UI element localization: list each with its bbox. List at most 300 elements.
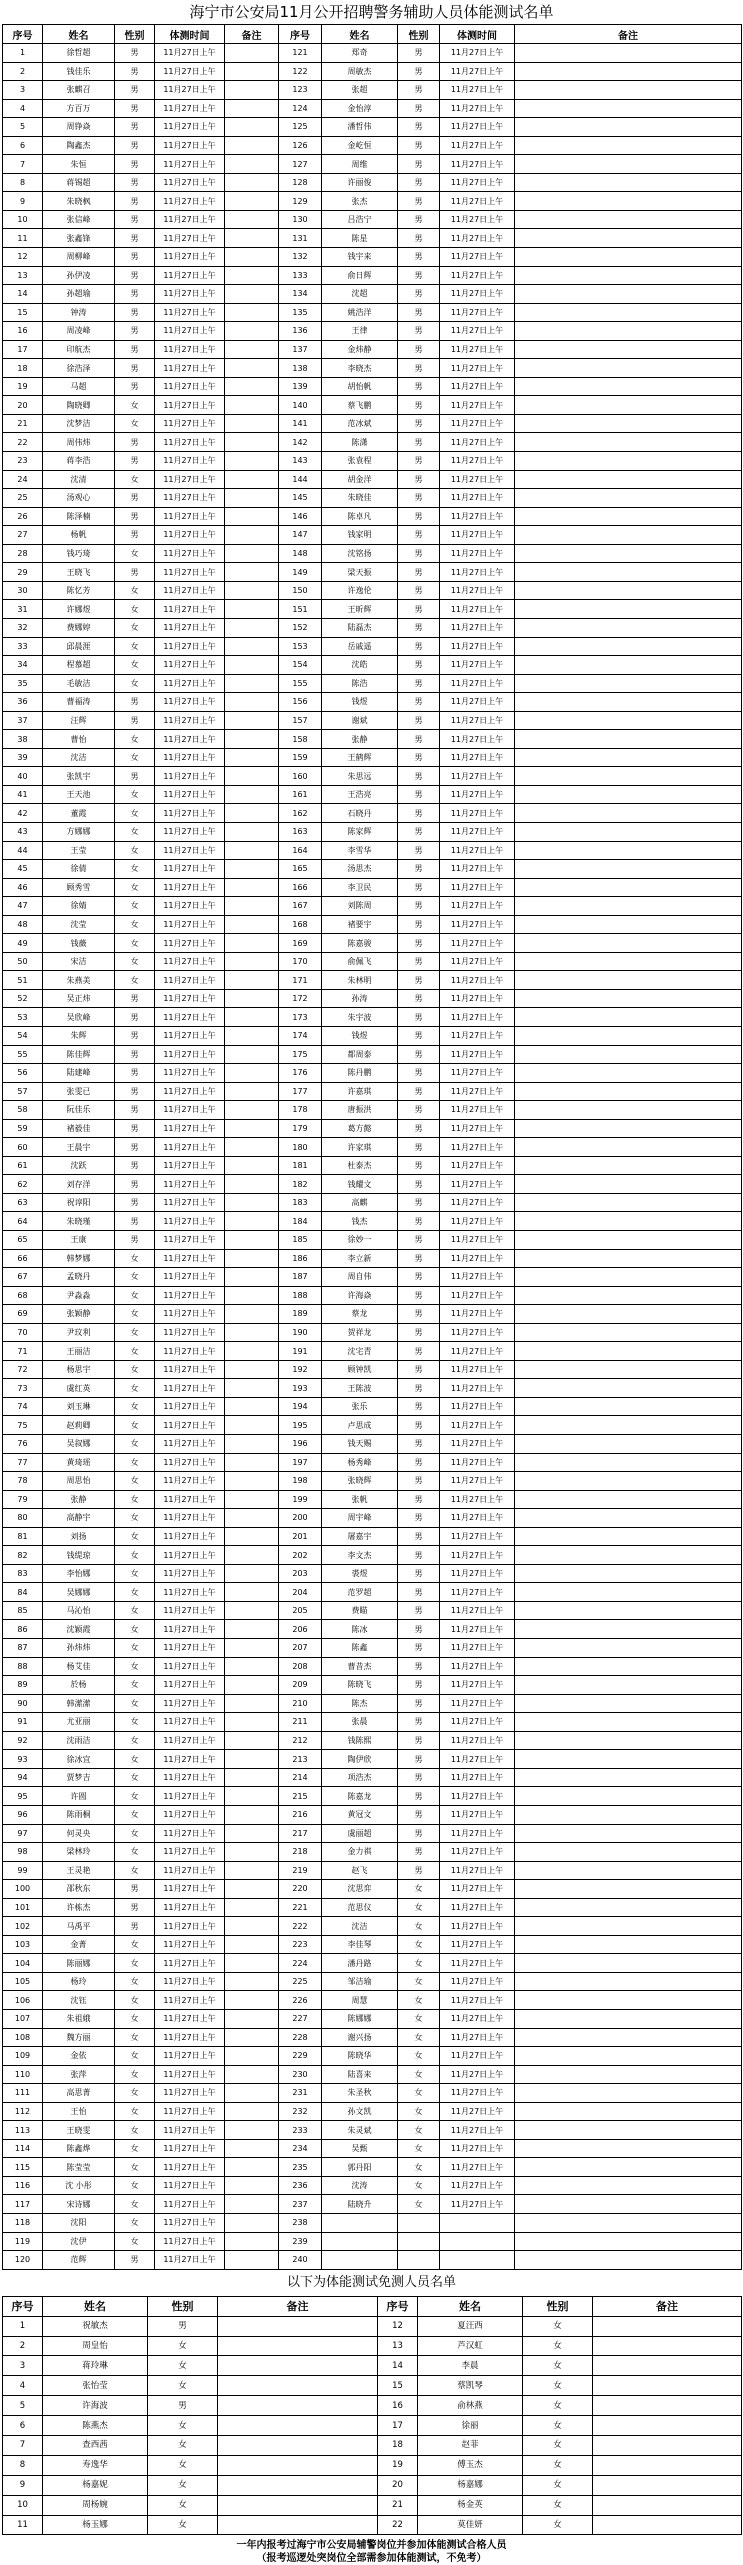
row-time: 11月27日上午 bbox=[440, 1175, 515, 1194]
row-gender: 男 bbox=[398, 1509, 440, 1528]
row-name: 朱灵斌 bbox=[322, 2121, 398, 2140]
row-remark bbox=[225, 1991, 279, 2010]
row-name: 蔡凯琴 bbox=[418, 2376, 523, 2396]
row-remark bbox=[225, 489, 279, 508]
row-time: 11月27日上午 bbox=[155, 44, 225, 63]
row-gender: 女 bbox=[115, 1676, 155, 1695]
row-time: 11月27日上午 bbox=[440, 600, 515, 619]
row-name: 宋诗娜 bbox=[43, 2195, 115, 2214]
row-remark bbox=[515, 711, 742, 730]
row-index: 85 bbox=[3, 1601, 43, 1620]
row-index: 149 bbox=[279, 563, 322, 582]
row-remark bbox=[515, 1935, 742, 1954]
row-time: 11月27日上午 bbox=[440, 1713, 515, 1732]
row-gender: 男 bbox=[398, 1379, 440, 1398]
row-index: 236 bbox=[279, 2176, 322, 2195]
row-index: 97 bbox=[3, 1824, 43, 1843]
row-time: 11月27日上午 bbox=[155, 581, 225, 600]
row-gender: 男 bbox=[398, 674, 440, 693]
row-time: 11月27日上午 bbox=[440, 1323, 515, 1342]
row-remark bbox=[515, 600, 742, 619]
table-row bbox=[3, 155, 742, 174]
row-gender: 男 bbox=[115, 1119, 155, 1138]
row-index: 47 bbox=[3, 897, 43, 916]
row-name: 沈雨洁 bbox=[43, 1731, 115, 1750]
row-gender: 男 bbox=[148, 2316, 218, 2336]
row-name: 朱晓佳 bbox=[322, 489, 398, 508]
row-gender: 男 bbox=[398, 915, 440, 934]
row-name: 陈晓飞 bbox=[322, 1676, 398, 1695]
row-remark bbox=[515, 81, 742, 100]
row-index: 191 bbox=[279, 1342, 322, 1361]
row-gender: 男 bbox=[398, 971, 440, 990]
row-index: 227 bbox=[279, 2009, 322, 2028]
row-name: 金屹恒 bbox=[322, 136, 398, 155]
row-index: 107 bbox=[3, 2009, 43, 2028]
row-remark bbox=[218, 2356, 378, 2376]
row-remark bbox=[225, 118, 279, 137]
row-remark bbox=[225, 748, 279, 767]
col-header-remark: 备注 bbox=[225, 25, 279, 44]
row-gender: 男 bbox=[398, 1843, 440, 1862]
row-time: 11月27日上午 bbox=[155, 340, 225, 359]
row-remark bbox=[515, 1620, 742, 1639]
row-time: 11月27日上午 bbox=[155, 1435, 225, 1454]
row-gender: 男 bbox=[398, 1082, 440, 1101]
row-name: 顾钟凯 bbox=[322, 1360, 398, 1379]
row-name: 李晓杰 bbox=[322, 359, 398, 378]
table-row bbox=[3, 767, 742, 786]
row-name: 孙炜炜 bbox=[43, 1639, 115, 1658]
row-remark bbox=[225, 285, 279, 304]
row-remark bbox=[515, 971, 742, 990]
row-time: 11月27日上午 bbox=[155, 2028, 225, 2047]
row-time: 11月27日上午 bbox=[155, 1546, 225, 1565]
row-remark bbox=[515, 915, 742, 934]
row-gender: 男 bbox=[398, 229, 440, 248]
row-index: 118 bbox=[3, 2213, 43, 2232]
table-row bbox=[3, 1193, 742, 1212]
row-remark bbox=[515, 1305, 742, 1324]
row-time: 11月27日上午 bbox=[440, 2102, 515, 2121]
row-gender: 女 bbox=[115, 1416, 155, 1435]
row-remark bbox=[515, 785, 742, 804]
row-time: 11月27日上午 bbox=[155, 173, 225, 192]
row-gender: 男 bbox=[398, 952, 440, 971]
row-time: 11月27日上午 bbox=[440, 229, 515, 248]
row-name: 周凌峰 bbox=[43, 322, 115, 341]
row-gender: 男 bbox=[115, 2251, 155, 2270]
row-index: 238 bbox=[279, 2213, 322, 2232]
row-index: 11 bbox=[3, 229, 43, 248]
row-index: 87 bbox=[3, 1639, 43, 1658]
row-remark bbox=[225, 2195, 279, 2214]
row-remark bbox=[225, 1342, 279, 1361]
row-index: 119 bbox=[3, 2232, 43, 2251]
row-index: 1 bbox=[3, 44, 43, 63]
table-row bbox=[3, 2232, 742, 2251]
row-name: 梁林玲 bbox=[43, 1843, 115, 1862]
row-remark bbox=[218, 2475, 378, 2495]
row-index: 100 bbox=[3, 1880, 43, 1899]
row-name: 岳戚遥 bbox=[322, 637, 398, 656]
row-index: 3 bbox=[3, 81, 43, 100]
table-row bbox=[3, 377, 742, 396]
row-remark bbox=[515, 1527, 742, 1546]
table-row bbox=[3, 2435, 742, 2455]
row-index: 169 bbox=[279, 934, 322, 953]
row-index: 8 bbox=[3, 173, 43, 192]
row-remark bbox=[218, 2336, 378, 2356]
row-time: 11月27日上午 bbox=[155, 396, 225, 415]
row-remark bbox=[515, 1713, 742, 1732]
table-row bbox=[3, 878, 742, 897]
table-row bbox=[3, 581, 742, 600]
row-name: 邵秋东 bbox=[43, 1880, 115, 1899]
row-name: 王天池 bbox=[43, 785, 115, 804]
row-gender: 男 bbox=[398, 414, 440, 433]
row-time: 11月27日上午 bbox=[440, 822, 515, 841]
row-index: 69 bbox=[3, 1305, 43, 1324]
row-time: 11月27日上午 bbox=[155, 656, 225, 675]
row-gender: 男 bbox=[398, 1435, 440, 1454]
row-gender: 男 bbox=[115, 1212, 155, 1231]
table-row bbox=[3, 192, 742, 211]
row-index: 39 bbox=[3, 748, 43, 767]
row-index: 30 bbox=[3, 581, 43, 600]
row-time: 11月27日上午 bbox=[155, 2065, 225, 2084]
row-gender: 男 bbox=[398, 860, 440, 879]
row-index: 84 bbox=[3, 1583, 43, 1602]
row-time: 11月27日上午 bbox=[440, 693, 515, 712]
row-remark bbox=[225, 248, 279, 267]
table-row bbox=[3, 1676, 742, 1695]
row-time: 11月27日上午 bbox=[155, 1416, 225, 1435]
row-remark bbox=[515, 2009, 742, 2028]
row-name: 吴叙娜 bbox=[43, 1435, 115, 1454]
row-name: 孙伊凌 bbox=[43, 266, 115, 285]
row-remark bbox=[225, 1416, 279, 1435]
row-index: 66 bbox=[3, 1249, 43, 1268]
row-index: 6 bbox=[3, 2416, 43, 2436]
row-time: 11月27日上午 bbox=[440, 1305, 515, 1324]
row-gender: 女 bbox=[115, 1639, 155, 1658]
row-time: 11月27日上午 bbox=[155, 1379, 225, 1398]
row-remark bbox=[225, 656, 279, 675]
row-name: 朱晓瑾 bbox=[43, 1212, 115, 1231]
row-remark bbox=[515, 377, 742, 396]
row-name: 沈钰 bbox=[43, 1991, 115, 2010]
row-index: 112 bbox=[3, 2102, 43, 2121]
row-name: 沈思弈 bbox=[322, 1880, 398, 1899]
row-gender: 女 bbox=[398, 1972, 440, 1991]
row-remark bbox=[225, 1490, 279, 1509]
table-row bbox=[3, 229, 742, 248]
row-time: 11月27日上午 bbox=[155, 1286, 225, 1305]
row-time: 11月27日上午 bbox=[155, 2232, 225, 2251]
row-index: 232 bbox=[279, 2102, 322, 2121]
row-index: 155 bbox=[279, 674, 322, 693]
row-gender: 女 bbox=[115, 915, 155, 934]
row-index: 166 bbox=[279, 878, 322, 897]
row-index: 124 bbox=[279, 99, 322, 118]
row-index: 32 bbox=[3, 618, 43, 637]
row-time: 11月27日上午 bbox=[155, 2176, 225, 2195]
table-row bbox=[3, 2047, 742, 2066]
row-index: 76 bbox=[3, 1435, 43, 1454]
table-row bbox=[3, 1305, 742, 1324]
row-index: 186 bbox=[279, 1249, 322, 1268]
table-row bbox=[3, 1008, 742, 1027]
row-index: 103 bbox=[3, 1935, 43, 1954]
row-time: 11月27日上午 bbox=[440, 1193, 515, 1212]
row-name: 王浩亮 bbox=[322, 785, 398, 804]
row-gender: 男 bbox=[115, 693, 155, 712]
row-time: 11月27日上午 bbox=[440, 785, 515, 804]
row-name: 费娜婷 bbox=[43, 618, 115, 637]
row-remark bbox=[515, 229, 742, 248]
row-time: 11月27日上午 bbox=[155, 322, 225, 341]
row-gender: 男 bbox=[398, 452, 440, 471]
table-row bbox=[3, 2195, 742, 2214]
row-gender: 女 bbox=[523, 2316, 593, 2336]
row-remark bbox=[515, 2065, 742, 2084]
row-name: 宋洁 bbox=[43, 952, 115, 971]
row-index: 168 bbox=[279, 915, 322, 934]
row-gender: 男 bbox=[398, 563, 440, 582]
row-gender: 男 bbox=[398, 711, 440, 730]
row-time: 11月27日上午 bbox=[155, 229, 225, 248]
table-row bbox=[3, 2176, 742, 2195]
row-time bbox=[440, 2251, 515, 2270]
fitness-test-table bbox=[2, 24, 742, 2270]
table-row bbox=[3, 1880, 742, 1899]
row-name: 陈佳辉 bbox=[43, 1045, 115, 1064]
row-time: 11月27日上午 bbox=[440, 1676, 515, 1695]
table-row bbox=[3, 656, 742, 675]
row-remark bbox=[515, 2121, 742, 2140]
row-remark bbox=[515, 1676, 742, 1695]
row-gender: 男 bbox=[398, 1750, 440, 1769]
row-index: 218 bbox=[279, 1843, 322, 1862]
row-index: 23 bbox=[3, 452, 43, 471]
row-index: 29 bbox=[3, 563, 43, 582]
row-gender: 女 bbox=[148, 2435, 218, 2455]
row-name: 陈雨桐 bbox=[43, 1805, 115, 1824]
row-gender: 男 bbox=[398, 1546, 440, 1565]
row-time: 11月27日上午 bbox=[155, 1750, 225, 1769]
row-index: 24 bbox=[3, 470, 43, 489]
row-name: 杨嘉娜 bbox=[418, 2475, 523, 2495]
table-row bbox=[3, 526, 742, 545]
row-index: 151 bbox=[279, 600, 322, 619]
row-gender: 女 bbox=[115, 1490, 155, 1509]
row-name: 张杰 bbox=[322, 192, 398, 211]
row-index: 82 bbox=[3, 1546, 43, 1565]
row-index: 7 bbox=[3, 155, 43, 174]
row-remark bbox=[225, 2176, 279, 2195]
row-remark bbox=[515, 340, 742, 359]
row-name: 张静 bbox=[322, 730, 398, 749]
row-gender: 男 bbox=[398, 1249, 440, 1268]
row-name: 周维 bbox=[322, 155, 398, 174]
table-row bbox=[3, 674, 742, 693]
row-name: 梁天振 bbox=[322, 563, 398, 582]
row-index: 131 bbox=[279, 229, 322, 248]
row-remark bbox=[515, 1416, 742, 1435]
row-name: 许逸伦 bbox=[322, 581, 398, 600]
row-remark bbox=[225, 915, 279, 934]
row-name: 方娜娜 bbox=[43, 822, 115, 841]
row-time: 11月27日上午 bbox=[155, 2121, 225, 2140]
row-index: 64 bbox=[3, 1212, 43, 1231]
row-index: 91 bbox=[3, 1713, 43, 1732]
row-time: 11月27日上午 bbox=[440, 118, 515, 137]
row-remark bbox=[515, 1026, 742, 1045]
row-index: 22 bbox=[3, 433, 43, 452]
row-gender: 男 bbox=[398, 600, 440, 619]
row-gender: 男 bbox=[115, 229, 155, 248]
row-gender: 男 bbox=[398, 1490, 440, 1509]
row-time: 11月27日上午 bbox=[155, 1082, 225, 1101]
table-row bbox=[3, 303, 742, 322]
row-remark bbox=[225, 81, 279, 100]
row-remark bbox=[515, 1045, 742, 1064]
row-name: 孙超瑜 bbox=[43, 285, 115, 304]
row-time: 11月27日上午 bbox=[440, 1917, 515, 1936]
row-name: 许海波 bbox=[43, 2396, 148, 2416]
row-gender: 男 bbox=[115, 1898, 155, 1917]
row-name: 周宇峰 bbox=[322, 1509, 398, 1528]
row-remark bbox=[515, 693, 742, 712]
row-time: 11月27日上午 bbox=[155, 1954, 225, 1973]
row-index: 49 bbox=[3, 934, 43, 953]
row-time: 11月27日上午 bbox=[155, 841, 225, 860]
row-remark bbox=[225, 544, 279, 563]
row-gender: 女 bbox=[115, 2213, 155, 2232]
row-time: 11月27日上午 bbox=[155, 359, 225, 378]
row-time: 11月27日上午 bbox=[440, 489, 515, 508]
row-gender: 男 bbox=[115, 989, 155, 1008]
row-remark bbox=[515, 841, 742, 860]
exempt-table bbox=[2, 2296, 742, 2536]
row-name: 芦汉虹 bbox=[418, 2336, 523, 2356]
row-name: 沈皓 bbox=[322, 656, 398, 675]
row-name: 朱林明 bbox=[322, 971, 398, 990]
row-time: 11月27日上午 bbox=[440, 2176, 515, 2195]
row-remark bbox=[515, 489, 742, 508]
row-name: 杨玲 bbox=[43, 1972, 115, 1991]
row-time: 11月27日上午 bbox=[155, 1509, 225, 1528]
row-time: 11月27日上午 bbox=[440, 359, 515, 378]
row-index: 117 bbox=[3, 2195, 43, 2214]
row-time: 11月27日上午 bbox=[440, 897, 515, 916]
row-time: 11月27日上午 bbox=[440, 173, 515, 192]
row-remark bbox=[515, 1639, 742, 1658]
row-index: 37 bbox=[3, 711, 43, 730]
row-index: 126 bbox=[279, 136, 322, 155]
row-time: 11月27日上午 bbox=[440, 1472, 515, 1491]
row-time: 11月27日上午 bbox=[440, 934, 515, 953]
row-time: 11月27日上午 bbox=[440, 1156, 515, 1175]
row-gender: 女 bbox=[523, 2475, 593, 2495]
row-gender: 男 bbox=[115, 377, 155, 396]
row-time: 11月27日上午 bbox=[440, 1082, 515, 1101]
exempt-header-row bbox=[3, 2296, 742, 2316]
row-remark bbox=[225, 229, 279, 248]
row-gender: 男 bbox=[115, 136, 155, 155]
row-name: 沈洁 bbox=[43, 748, 115, 767]
row-remark bbox=[593, 2376, 742, 2396]
row-gender: 男 bbox=[398, 822, 440, 841]
row-name: 张凯宇 bbox=[43, 767, 115, 786]
row-index: 173 bbox=[279, 1008, 322, 1027]
row-gender: 男 bbox=[398, 303, 440, 322]
table-row bbox=[3, 971, 742, 990]
row-remark bbox=[225, 192, 279, 211]
row-gender: 男 bbox=[398, 1583, 440, 1602]
table-row bbox=[3, 2028, 742, 2047]
row-gender: 女 bbox=[115, 878, 155, 897]
row-gender: 女 bbox=[115, 1249, 155, 1268]
row-time: 11月27日上午 bbox=[155, 989, 225, 1008]
row-remark bbox=[225, 322, 279, 341]
row-remark bbox=[225, 989, 279, 1008]
row-remark bbox=[515, 2102, 742, 2121]
row-time: 11月27日上午 bbox=[155, 1175, 225, 1194]
row-name: 赵菲 bbox=[418, 2435, 523, 2455]
row-index: 133 bbox=[279, 266, 322, 285]
row-index: 10 bbox=[3, 210, 43, 229]
row-gender: 男 bbox=[398, 1416, 440, 1435]
table-row bbox=[3, 1917, 742, 1936]
table-row bbox=[3, 1212, 742, 1231]
row-name: 陈嘉骏 bbox=[322, 934, 398, 953]
row-time: 11月27日上午 bbox=[440, 989, 515, 1008]
row-name: 曹昔杰 bbox=[322, 1657, 398, 1676]
row-name: 陆晓升 bbox=[322, 2195, 398, 2214]
row-gender: 男 bbox=[115, 767, 155, 786]
row-index: 179 bbox=[279, 1119, 322, 1138]
table-row bbox=[3, 396, 742, 415]
row-gender: 女 bbox=[398, 2065, 440, 2084]
row-name: 张鑫锋 bbox=[43, 229, 115, 248]
row-time: 11月27日上午 bbox=[155, 1397, 225, 1416]
table-row bbox=[3, 897, 742, 916]
row-remark bbox=[225, 1620, 279, 1639]
col-header-gender: 性别 bbox=[398, 25, 440, 44]
row-time: 11月27日上午 bbox=[440, 1694, 515, 1713]
row-remark bbox=[225, 1305, 279, 1324]
row-gender: 男 bbox=[148, 2396, 218, 2416]
row-time: 11月27日上午 bbox=[440, 1212, 515, 1231]
row-time: 11月27日上午 bbox=[155, 2047, 225, 2066]
row-gender: 女 bbox=[398, 2158, 440, 2177]
row-time: 11月27日上午 bbox=[440, 1843, 515, 1862]
col-header-remark: 备注 bbox=[218, 2296, 378, 2316]
table-row bbox=[3, 1731, 742, 1750]
table-row bbox=[3, 507, 742, 526]
row-index: 10 bbox=[3, 2495, 43, 2515]
row-remark bbox=[515, 1954, 742, 1973]
row-remark bbox=[225, 1954, 279, 1973]
row-name: 陈丽娜 bbox=[43, 1954, 115, 1973]
row-index: 63 bbox=[3, 1193, 43, 1212]
row-remark bbox=[225, 841, 279, 860]
row-remark bbox=[593, 2336, 742, 2356]
row-name: 陈娜娜 bbox=[322, 2009, 398, 2028]
row-index: 153 bbox=[279, 637, 322, 656]
